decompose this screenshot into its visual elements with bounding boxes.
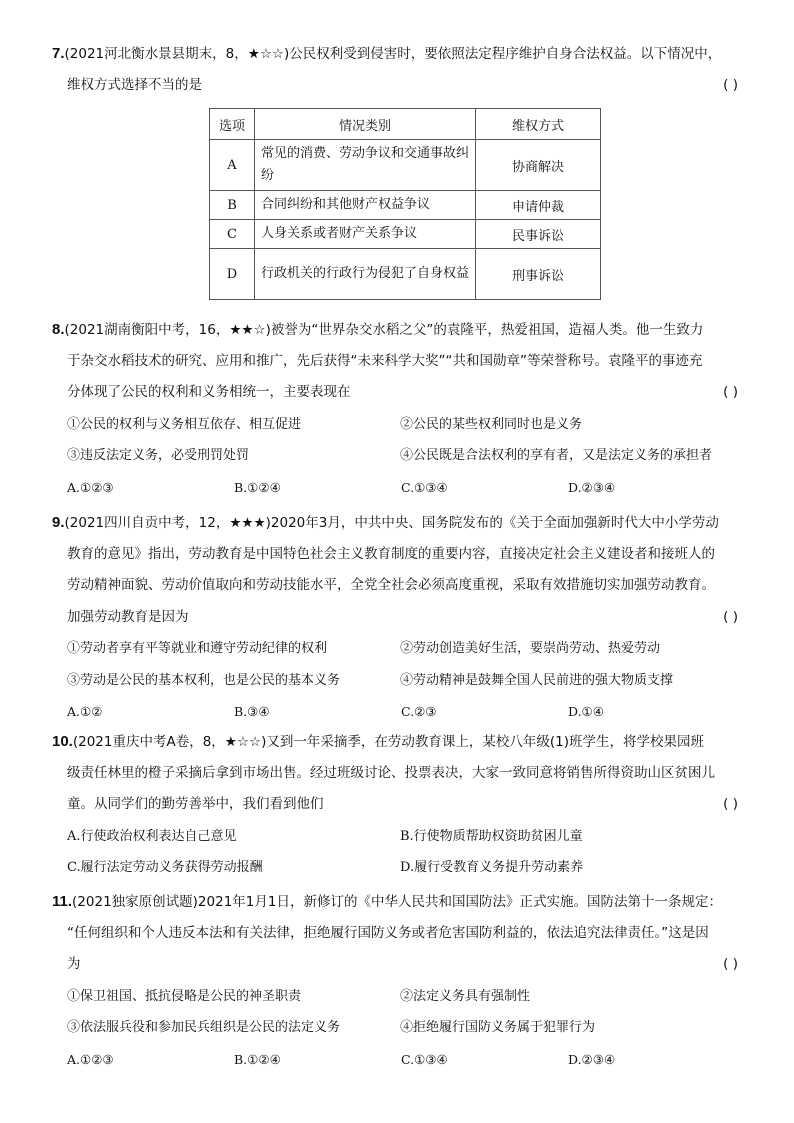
- question-stem-line: (2021河北衡水景县期末，8，★☆☆)公民权利受到侵害时，要依照法定程序维护自身合法权益。以下情况中，: [64, 46, 722, 62]
- answer-blank[interactable]: ( ): [723, 956, 738, 972]
- choice-a[interactable]: A.①②③: [67, 479, 114, 495]
- question-stem-line: (2021重庆中考A卷，8，★☆☆)又到一年采摘季，在劳动教育课上，某校八年级(1)班学生，将学校果园班: [72, 734, 705, 750]
- rights-table: [209, 108, 601, 300]
- choice-c[interactable]: C.①③④: [401, 479, 448, 495]
- statement-item: ③依法服兵役和参加民兵组织是公民的法定义务: [67, 1020, 341, 1035]
- answer-blank[interactable]: ( ): [723, 608, 738, 625]
- table-row: [210, 249, 601, 300]
- question-7: [52, 38, 752, 101]
- choice-a[interactable]: A.①②③: [67, 1051, 114, 1067]
- table-cell: 刑事诉讼: [476, 249, 601, 300]
- table-row: [210, 191, 601, 220]
- question-number: 9.: [52, 514, 65, 531]
- answer-blank[interactable]: ( ): [723, 384, 738, 400]
- table-header: 维权方式: [476, 109, 601, 140]
- answer-blank[interactable]: ( ): [723, 76, 738, 93]
- question-number: 7.: [52, 45, 65, 62]
- table-cell: 常见的消费、劳动争议和交通事故纠纷: [255, 140, 476, 191]
- choice-c[interactable]: C.②③: [401, 704, 437, 719]
- statement-item: ④公民既是合法权利的享有者，又是法定义务的承担者: [400, 448, 713, 463]
- choice-d[interactable]: D.履行受教育义务提升劳动素养: [400, 860, 584, 875]
- question-number: 8.: [52, 321, 65, 338]
- choice-d[interactable]: D.②③④: [568, 1051, 616, 1067]
- statement-item: ①保卫祖国、抵抗侵略是公民的神圣职责: [67, 988, 302, 1004]
- statement-item: ②劳动创造美好生活，要崇尚劳动、热爱劳动: [400, 641, 661, 656]
- table-cell: C: [210, 220, 255, 249]
- question-stem-line: 级责任林里的橙子采摘后拿到市场出售。经过班级讨论、投票表决，大家一致同意将销售所得资助山区贫困儿: [67, 764, 715, 781]
- table-header: 情况类别: [255, 109, 476, 140]
- table-cell: A: [210, 140, 255, 191]
- table-cell: 申请仲裁: [476, 191, 601, 220]
- statement-item: ③违反法定义务，必受刑罚处罚: [67, 448, 250, 463]
- question-stem-line: (2021湖南衡阳中考，16，★★☆)被誉为“世界杂交水稻之父”的袁隆平，热爱祖国，造福人类。他一生致力: [64, 322, 704, 338]
- choice-b[interactable]: B.①②④: [234, 479, 281, 495]
- table-cell: 协商解决: [476, 140, 601, 191]
- choice-b[interactable]: B.行使物质帮助权资助贫困儿童: [400, 828, 583, 844]
- statement-item: ②公民的某些权利同时也是义务: [400, 416, 583, 432]
- choice-d[interactable]: D.①④: [568, 704, 604, 719]
- choice-b[interactable]: B.①②④: [234, 1051, 281, 1067]
- choice-b[interactable]: B.③④: [234, 704, 270, 719]
- choice-c[interactable]: C.①③④: [401, 1051, 448, 1067]
- table-cell: 民事诉讼: [476, 220, 601, 249]
- question-stem-line: 维权方式选择不当的是: [67, 76, 202, 93]
- table-row: [210, 140, 601, 191]
- statement-item: ①劳动者享有平等就业和遵守劳动纪律的权利: [67, 641, 328, 656]
- question-8: [52, 314, 752, 503]
- statement-item: ④劳动精神是鼓舞全国人民前进的强大物质支撑: [400, 672, 674, 688]
- statement-item: ④拒绝履行国防义务属于犯罪行为: [400, 1020, 596, 1035]
- question-stem-line: (2021独家原创试题)2021年1月1日，新修订的《中华人民共和国国防法》正式实施。国防法第十一条规定：: [72, 894, 722, 910]
- question-10: [52, 726, 752, 884]
- table-header: 选项: [210, 109, 255, 140]
- statement-item: ①公民的权利与义务相互依存、相互促进: [67, 416, 302, 432]
- question-stem-line: 童。从同学们的勤劳善举中，我们看到他们: [67, 796, 324, 812]
- statement-item: ③劳动是公民的基本权利，也是公民的基本义务: [67, 672, 341, 688]
- question-stem-line: “任何组织和个人违反本法和有关法律，拒绝履行国防义务或者危害国防利益的，依法追究法律责任。”这是因: [67, 924, 709, 941]
- question-stem-line: 加强劳动教育是因为: [67, 608, 189, 625]
- question-number: 10.: [52, 733, 73, 750]
- choice-a[interactable]: A.①②: [67, 704, 103, 719]
- table-cell: 合同纠纷和其他财产权益争议: [255, 191, 476, 220]
- question-stem-line: 教育的意见》指出，劳动教育是中国特色社会主义教育制度的重要内容，直接决定社会主义建设者和接班人的: [67, 545, 715, 562]
- question-11: [52, 886, 752, 1075]
- choice-d[interactable]: D.②③④: [568, 479, 616, 495]
- table-header-row: [210, 109, 601, 140]
- question-stem-line: 劳动精神面貌、劳动价值取向和劳动技能水平，全党全社会必须高度重视，采取有效措施切实加强劳动教育。: [67, 577, 715, 593]
- table-row: [210, 220, 601, 249]
- table-cell: 行政机关的行政行为侵犯了自身权益: [255, 249, 476, 300]
- table-cell: D: [210, 249, 255, 300]
- question-9: [52, 507, 752, 728]
- statement-item: ②法定义务具有强制性: [400, 988, 531, 1004]
- question-stem-line: 为: [67, 956, 81, 972]
- question-number: 11.: [52, 893, 73, 910]
- answer-blank[interactable]: ( ): [723, 796, 738, 812]
- question-stem-line: 分体现了公民的权利和义务相统一，主要表现在: [67, 384, 351, 400]
- choice-c[interactable]: C.履行法定劳动义务获得劳动报酬: [67, 860, 263, 875]
- question-stem-line: 于杂交水稻技术的研究、应用和推广，先后获得“未来科学大奖”“共和国勋章”等荣誉称号。袁隆平的事迹充: [67, 352, 703, 369]
- table-cell: 人身关系或者财产关系争议: [255, 220, 476, 249]
- table-cell: B: [210, 191, 255, 220]
- choice-a[interactable]: A.行使政治权利表达自己意见: [67, 828, 237, 844]
- question-stem-line: (2021四川自贡中考，12，★★★)2020年3月，中共中央、国务院发布的《关于全面加强新时代大中小学劳动: [64, 515, 719, 531]
